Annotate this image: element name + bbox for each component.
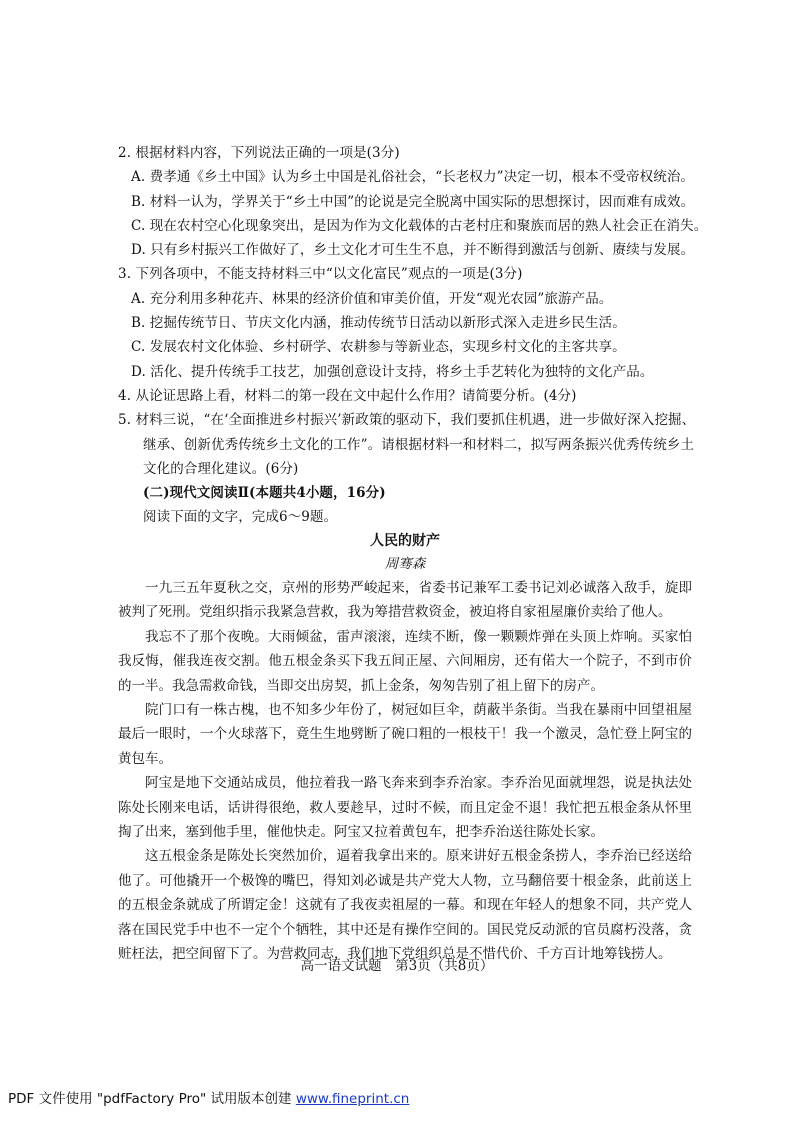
section-heading: (二)现代文阅读Ⅱ(本题共4小题，16分) [143, 485, 386, 502]
question-3-option-c: C. 发展农村文化体验、乡村研学、农耕参与等新业态，实现乡村文化的主客共享。 [131, 339, 626, 356]
question-2-option-a: A. 费孝通《乡土中国》认为乡土中国是礼俗社会，“长老权力”决定一切，根本不受帝权统治。 [131, 169, 695, 186]
story-title: 人民的财产 [370, 533, 440, 549]
story-author: 周骞森 [384, 556, 426, 572]
pdf-notice-text: PDF 文件使用 "pdfFactory Pro" 试用版本创建 [8, 1091, 296, 1107]
question-5-line-3: 文化的合理化建议。(6分) [143, 460, 299, 477]
pdf-creator-notice [8, 1089, 409, 1109]
question-2-stem: 2. 根据材料内容，下列说法正确的一项是(3分) [118, 145, 400, 161]
question-2-option-c: C. 现在农村空心化现象突出，是因为作为文化载体的古老村庄和聚族而居的熟人社会正在消失。 [131, 217, 708, 234]
story-text [118, 530, 692, 967]
question-2-option-b: B. 材料一认为，学界关于“乡土中国”的论说是完全脱离中国实际的思想探讨，因而难有成效。 [131, 193, 695, 210]
story-paragraph: 我忘不了那个夜晚。大雨倾盆，雷声滚滚，连续不断，像一颗颗炸弹在头顶上炸响。买家怕我反悔，催我连夜交割。他五根金条买下我五间正屋、六间厢房，还有偌大一个院子，不到市价的一半。我急需救命钱，当即交出房契，抓上金条，匆匆告别了祖上留下的房产。 [118, 628, 692, 694]
question-3-option-a: A. 充分利用多种花卉、林果的经济价值和审美价值，开发“观光农园”旅游产品。 [131, 290, 613, 307]
questions-block [118, 141, 708, 530]
question-3-option-b: B. 挖掘传统节日、节庆文化内涵，推动传统节日活动以新形式深入走进乡民生活。 [131, 315, 626, 332]
story-paragraph: 这五根金条是陈处长突然加价，逼着我拿出来的。原来讲好五根金条捞人，李乔治已经送给他了。可他撬开一个极馋的嘴巴，得知刘必诚是共产党大人物，立马翻倍要十根金条，此前送上的五根金条就成了所谓定金！这就有了我夜卖祖屋的一幕。和现在年轻人的想象不同，共产党人落在国民党手中也不一定个个牺牲，其中还是有操作空间的。国民党反动派的官员腐朽没落，贪赃枉法，把空间留下了。为营救同志，我们地下党组织总是不惜代价、千方百计地筹钱捞人。 [118, 848, 692, 963]
story-paragraph: 一九三五年夏秋之交，京州的形势严峻起来，省委书记兼军工委书记刘必诚落入敌手，旋即被判了死刑。党组织指示我紧急营救，我为筹措营救资金，被迫将自家祖屋廉价卖给了他人。 [118, 580, 692, 621]
reading-instruction: 阅读下面的文字，完成6～9题。 [143, 509, 338, 526]
story-paragraph: 院门口有一株古槐，也不知多少年份了，树冠如巨伞，荫蔽半条街。当我在暴雨中回望祖屋最后一眼时，一个火球落下，竟生生地劈断了碗口粗的一根枝干！我一个激灵，急忙登上阿宝的黄包车。 [118, 702, 692, 767]
question-5-line-2: 继承、创新优秀传统乡土文化的工作”。请根据材料一和材料二，拟写两条振兴优秀传统乡土 [143, 436, 694, 453]
question-4: 4. 从论证思路上看，材料二的第一段在文中起什么作用？请简要分析。(4分) [118, 387, 577, 404]
fineprint-link[interactable]: www.fineprint.cn [295, 1091, 410, 1107]
question-5-line-1: 5. 材料三说，“在‘全面推进乡村振兴’新政策的驱动下，我们要抓住机遇，进一步做好深入挖掘、 [118, 412, 696, 429]
question-3-option-d: D. 活化、提升传统手工技艺，加强创意设计支持，将乡土手艺转化为独特的文化产品。 [131, 363, 654, 380]
page-footer: 高一语文试题 第3页（共8页） [300, 958, 494, 974]
question-3-stem: 3. 下列各项中，不能支持材料三中“以文化富民”观点的一项是(3分) [118, 266, 523, 283]
question-2-option-d: D. 只有乡村振兴工作做好了，乡土文化才可生生不息，并不断得到激活与创新、赓续与发展。 [131, 242, 695, 259]
story-paragraph: 阿宝是地下交通站成员，他拉着我一路飞奔来到李乔治家。李乔治见面就埋怨，说是执法处陈处长刚来电话，话讲得很绝，救人要趁早，过时不候，而且定金不退！我忙把五根金条从怀里掏了出来，塞到他手里，催他快走。阿宝又拉着黄包车，把李乔治送往陈处长家。 [118, 775, 692, 841]
